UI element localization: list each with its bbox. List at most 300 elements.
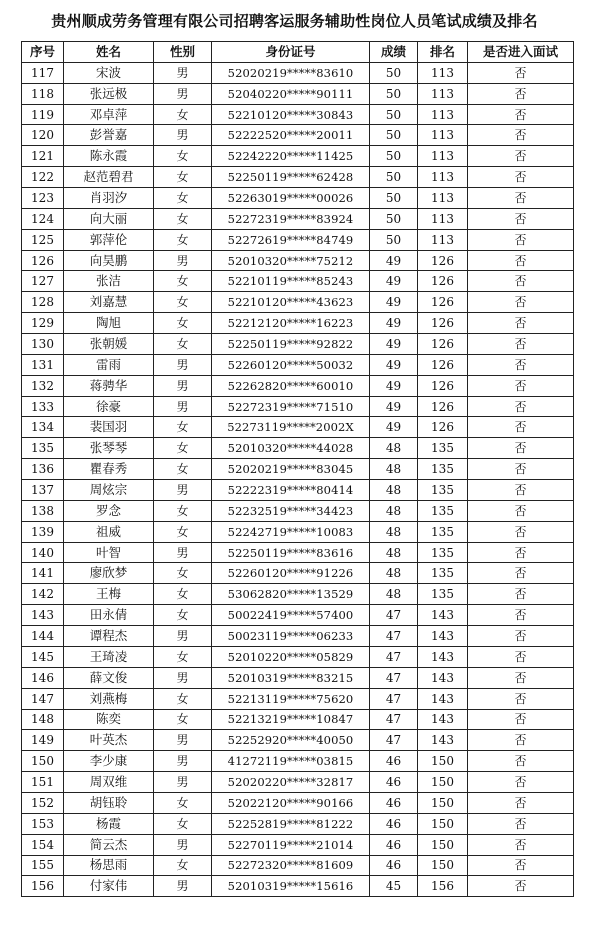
cell-name: 蒋骋华 — [64, 375, 154, 396]
header-index: 序号 — [22, 42, 64, 63]
cell-id-number: 52040220*****90111 — [212, 83, 370, 104]
cell-id-number: 52242719*****10083 — [212, 521, 370, 542]
cell-name: 王琦凌 — [64, 646, 154, 667]
table-row — [22, 396, 574, 417]
cell-index: 137 — [22, 480, 64, 501]
cell-gender: 女 — [154, 688, 212, 709]
cell-name: 肖羽汐 — [64, 188, 154, 209]
table-row — [22, 667, 574, 688]
cell-interview: 否 — [468, 334, 574, 355]
cell-interview: 否 — [468, 146, 574, 167]
cell-name: 叶智 — [64, 542, 154, 563]
cell-interview: 否 — [468, 188, 574, 209]
cell-score: 48 — [370, 584, 418, 605]
cell-interview: 否 — [468, 480, 574, 501]
cell-interview: 否 — [468, 751, 574, 772]
cell-id-number: 52010320*****75212 — [212, 250, 370, 271]
cell-id-number: 52010220*****05829 — [212, 646, 370, 667]
cell-id-number: 52213119*****75620 — [212, 688, 370, 709]
table-row — [22, 104, 574, 125]
cell-score: 49 — [370, 292, 418, 313]
cell-id-number: 52252819*****81222 — [212, 813, 370, 834]
cell-score: 49 — [370, 396, 418, 417]
cell-rank: 113 — [418, 83, 468, 104]
cell-id-number: 52270119*****21014 — [212, 834, 370, 855]
cell-gender: 男 — [154, 542, 212, 563]
cell-gender: 女 — [154, 855, 212, 876]
table-row — [22, 208, 574, 229]
cell-score: 46 — [370, 855, 418, 876]
cell-score: 50 — [370, 125, 418, 146]
cell-name: 郭萍伦 — [64, 229, 154, 250]
cell-name: 邓卓萍 — [64, 104, 154, 125]
cell-id-number: 52272319*****71510 — [212, 396, 370, 417]
cell-score: 49 — [370, 271, 418, 292]
cell-id-number: 52212120*****16223 — [212, 313, 370, 334]
cell-index: 142 — [22, 584, 64, 605]
cell-index: 150 — [22, 751, 64, 772]
cell-interview: 否 — [468, 667, 574, 688]
cell-gender: 男 — [154, 250, 212, 271]
cell-gender: 男 — [154, 480, 212, 501]
cell-id-number: 52260120*****91226 — [212, 563, 370, 584]
cell-interview: 否 — [468, 417, 574, 438]
cell-index: 144 — [22, 626, 64, 647]
cell-index: 132 — [22, 375, 64, 396]
cell-rank: 135 — [418, 480, 468, 501]
cell-rank: 113 — [418, 229, 468, 250]
cell-id-number: 52272319*****83924 — [212, 208, 370, 229]
header-name: 姓名 — [64, 42, 154, 63]
cell-name: 徐豪 — [64, 396, 154, 417]
cell-index: 154 — [22, 834, 64, 855]
cell-id-number: 52213219*****10847 — [212, 709, 370, 730]
cell-name: 瞿春秀 — [64, 459, 154, 480]
table-row — [22, 855, 574, 876]
cell-id-number: 52242220*****11425 — [212, 146, 370, 167]
table-row — [22, 584, 574, 605]
cell-rank: 113 — [418, 208, 468, 229]
cell-rank: 126 — [418, 417, 468, 438]
cell-name: 田永倩 — [64, 605, 154, 626]
cell-index: 147 — [22, 688, 64, 709]
cell-index: 120 — [22, 125, 64, 146]
cell-rank: 156 — [418, 876, 468, 897]
cell-id-number: 52272320*****81609 — [212, 855, 370, 876]
cell-score: 48 — [370, 563, 418, 584]
cell-id-number: 41272119*****03815 — [212, 751, 370, 772]
cell-interview: 否 — [468, 83, 574, 104]
cell-interview: 否 — [468, 646, 574, 667]
cell-rank: 150 — [418, 813, 468, 834]
cell-index: 127 — [22, 271, 64, 292]
cell-id-number: 52273119*****2002X — [212, 417, 370, 438]
cell-interview: 否 — [468, 709, 574, 730]
cell-score: 48 — [370, 438, 418, 459]
cell-name: 周炫宗 — [64, 480, 154, 501]
cell-rank: 126 — [418, 334, 468, 355]
cell-gender: 女 — [154, 792, 212, 813]
cell-interview: 否 — [468, 375, 574, 396]
cell-index: 121 — [22, 146, 64, 167]
cell-gender: 女 — [154, 709, 212, 730]
cell-gender: 女 — [154, 813, 212, 834]
cell-score: 48 — [370, 542, 418, 563]
cell-index: 125 — [22, 229, 64, 250]
table-row — [22, 167, 574, 188]
cell-interview: 否 — [468, 500, 574, 521]
cell-index: 146 — [22, 667, 64, 688]
cell-interview: 否 — [468, 855, 574, 876]
cell-index: 135 — [22, 438, 64, 459]
cell-gender: 男 — [154, 375, 212, 396]
table-row — [22, 876, 574, 897]
cell-id-number: 52010320*****44028 — [212, 438, 370, 459]
cell-gender: 男 — [154, 667, 212, 688]
cell-id-number: 52010319*****15616 — [212, 876, 370, 897]
cell-index: 122 — [22, 167, 64, 188]
cell-interview: 否 — [468, 292, 574, 313]
cell-index: 156 — [22, 876, 64, 897]
cell-id-number: 52210120*****30843 — [212, 104, 370, 125]
cell-id-number: 52250119*****92822 — [212, 334, 370, 355]
cell-score: 48 — [370, 459, 418, 480]
table-header-row — [22, 42, 574, 63]
cell-interview: 否 — [468, 584, 574, 605]
cell-score: 46 — [370, 834, 418, 855]
cell-index: 136 — [22, 459, 64, 480]
cell-id-number: 52022120*****90166 — [212, 792, 370, 813]
cell-id-number: 52222520*****20011 — [212, 125, 370, 146]
cell-gender: 男 — [154, 626, 212, 647]
cell-name: 薛文俊 — [64, 667, 154, 688]
cell-interview: 否 — [468, 876, 574, 897]
cell-score: 50 — [370, 208, 418, 229]
cell-score: 50 — [370, 146, 418, 167]
cell-gender: 女 — [154, 605, 212, 626]
cell-name: 杨思雨 — [64, 855, 154, 876]
cell-gender: 女 — [154, 459, 212, 480]
table-row — [22, 792, 574, 813]
cell-rank: 126 — [418, 375, 468, 396]
cell-gender: 女 — [154, 292, 212, 313]
cell-gender: 女 — [154, 229, 212, 250]
cell-id-number: 53062820*****13529 — [212, 584, 370, 605]
cell-interview: 否 — [468, 563, 574, 584]
cell-gender: 女 — [154, 521, 212, 542]
cell-interview: 否 — [468, 792, 574, 813]
cell-gender: 女 — [154, 417, 212, 438]
table-row — [22, 751, 574, 772]
cell-rank: 143 — [418, 667, 468, 688]
cell-score: 49 — [370, 354, 418, 375]
cell-score: 50 — [370, 229, 418, 250]
cell-name: 陈永霞 — [64, 146, 154, 167]
cell-name: 简云杰 — [64, 834, 154, 855]
table-row — [22, 626, 574, 647]
cell-score: 48 — [370, 480, 418, 501]
cell-rank: 135 — [418, 563, 468, 584]
table-row — [22, 250, 574, 271]
cell-score: 47 — [370, 730, 418, 751]
cell-rank: 143 — [418, 688, 468, 709]
table-row — [22, 125, 574, 146]
cell-id-number: 52262820*****60010 — [212, 375, 370, 396]
cell-score: 49 — [370, 250, 418, 271]
cell-index: 118 — [22, 83, 64, 104]
table-row — [22, 688, 574, 709]
cell-gender: 女 — [154, 500, 212, 521]
cell-interview: 否 — [468, 605, 574, 626]
cell-name: 向昊鹏 — [64, 250, 154, 271]
table-row — [22, 271, 574, 292]
cell-interview: 否 — [468, 772, 574, 793]
table-row — [22, 813, 574, 834]
cell-name: 彭誉嘉 — [64, 125, 154, 146]
cell-rank: 113 — [418, 167, 468, 188]
table-body — [22, 62, 574, 896]
header-interview: 是否进入面试 — [468, 42, 574, 63]
cell-gender: 女 — [154, 334, 212, 355]
cell-gender: 男 — [154, 62, 212, 83]
cell-rank: 135 — [418, 459, 468, 480]
cell-interview: 否 — [468, 688, 574, 709]
cell-rank: 113 — [418, 104, 468, 125]
cell-score: 45 — [370, 876, 418, 897]
cell-rank: 126 — [418, 250, 468, 271]
table-row — [22, 730, 574, 751]
table-row — [22, 375, 574, 396]
cell-id-number: 52263019*****00026 — [212, 188, 370, 209]
cell-index: 124 — [22, 208, 64, 229]
cell-name: 杨霞 — [64, 813, 154, 834]
cell-rank: 150 — [418, 855, 468, 876]
cell-name: 陶旭 — [64, 313, 154, 334]
cell-index: 153 — [22, 813, 64, 834]
cell-gender: 男 — [154, 83, 212, 104]
cell-id-number: 52260120*****50032 — [212, 354, 370, 375]
cell-index: 155 — [22, 855, 64, 876]
cell-score: 50 — [370, 104, 418, 125]
cell-interview: 否 — [468, 313, 574, 334]
table-row — [22, 354, 574, 375]
table-row — [22, 438, 574, 459]
table-row — [22, 292, 574, 313]
cell-score: 49 — [370, 313, 418, 334]
cell-gender: 女 — [154, 438, 212, 459]
cell-interview: 否 — [468, 834, 574, 855]
cell-name: 李少康 — [64, 751, 154, 772]
cell-id-number: 52020220*****32817 — [212, 772, 370, 793]
cell-name: 刘嘉慧 — [64, 292, 154, 313]
cell-id-number: 52232519*****34423 — [212, 500, 370, 521]
cell-rank: 135 — [418, 584, 468, 605]
cell-index: 138 — [22, 500, 64, 521]
table-row — [22, 188, 574, 209]
cell-id-number: 52272619*****84749 — [212, 229, 370, 250]
cell-rank: 135 — [418, 542, 468, 563]
cell-id-number: 50022419*****57400 — [212, 605, 370, 626]
cell-id-number: 52020219*****83610 — [212, 62, 370, 83]
cell-index: 151 — [22, 772, 64, 793]
cell-interview: 否 — [468, 542, 574, 563]
cell-gender: 女 — [154, 563, 212, 584]
cell-rank: 126 — [418, 313, 468, 334]
cell-id-number: 50023119*****06233 — [212, 626, 370, 647]
table-row — [22, 605, 574, 626]
cell-rank: 143 — [418, 730, 468, 751]
cell-id-number: 52210120*****43623 — [212, 292, 370, 313]
cell-gender: 女 — [154, 167, 212, 188]
document-title: 贵州顺成劳务管理有限公司招聘客运服务辅助性岗位人员笔试成绩及排名 — [51, 11, 538, 30]
cell-id-number: 52252920*****40050 — [212, 730, 370, 751]
header-gender: 性别 — [154, 42, 212, 63]
cell-index: 145 — [22, 646, 64, 667]
cell-name: 刘燕梅 — [64, 688, 154, 709]
cell-interview: 否 — [468, 167, 574, 188]
cell-gender: 男 — [154, 772, 212, 793]
cell-rank: 113 — [418, 146, 468, 167]
cell-rank: 150 — [418, 751, 468, 772]
table-row — [22, 83, 574, 104]
cell-interview: 否 — [468, 125, 574, 146]
cell-index: 117 — [22, 62, 64, 83]
cell-index: 141 — [22, 563, 64, 584]
cell-score: 47 — [370, 688, 418, 709]
table-row — [22, 709, 574, 730]
cell-rank: 143 — [418, 646, 468, 667]
cell-score: 50 — [370, 167, 418, 188]
cell-interview: 否 — [468, 271, 574, 292]
cell-index: 148 — [22, 709, 64, 730]
cell-score: 49 — [370, 375, 418, 396]
cell-gender: 女 — [154, 208, 212, 229]
cell-name: 周双维 — [64, 772, 154, 793]
cell-name: 雷雨 — [64, 354, 154, 375]
cell-rank: 135 — [418, 438, 468, 459]
header-rank: 排名 — [418, 42, 468, 63]
cell-index: 143 — [22, 605, 64, 626]
cell-index: 128 — [22, 292, 64, 313]
cell-index: 133 — [22, 396, 64, 417]
table-row — [22, 334, 574, 355]
cell-name: 赵范碧君 — [64, 167, 154, 188]
header-score: 成绩 — [370, 42, 418, 63]
cell-score: 50 — [370, 83, 418, 104]
cell-name: 向大丽 — [64, 208, 154, 229]
cell-index: 126 — [22, 250, 64, 271]
cell-name: 祖威 — [64, 521, 154, 542]
cell-index: 130 — [22, 334, 64, 355]
cell-name: 胡钰聆 — [64, 792, 154, 813]
cell-score: 46 — [370, 813, 418, 834]
cell-interview: 否 — [468, 459, 574, 480]
table-row — [22, 521, 574, 542]
cell-gender: 女 — [154, 584, 212, 605]
cell-rank: 150 — [418, 834, 468, 855]
cell-rank: 135 — [418, 521, 468, 542]
table-row — [22, 834, 574, 855]
cell-name: 谭程杰 — [64, 626, 154, 647]
cell-index: 123 — [22, 188, 64, 209]
cell-rank: 113 — [418, 125, 468, 146]
cell-rank: 126 — [418, 292, 468, 313]
cell-score: 47 — [370, 709, 418, 730]
cell-rank: 143 — [418, 709, 468, 730]
cell-score: 47 — [370, 626, 418, 647]
cell-index: 134 — [22, 417, 64, 438]
cell-gender: 男 — [154, 396, 212, 417]
cell-score: 46 — [370, 751, 418, 772]
cell-interview: 否 — [468, 438, 574, 459]
table-row — [22, 146, 574, 167]
cell-name: 宋波 — [64, 62, 154, 83]
cell-name: 张远极 — [64, 83, 154, 104]
cell-rank: 143 — [418, 626, 468, 647]
cell-score: 46 — [370, 792, 418, 813]
cell-rank: 113 — [418, 188, 468, 209]
cell-interview: 否 — [468, 62, 574, 83]
cell-rank: 143 — [418, 605, 468, 626]
cell-name: 廖欣梦 — [64, 563, 154, 584]
cell-score: 50 — [370, 62, 418, 83]
table-row — [22, 542, 574, 563]
cell-interview: 否 — [468, 354, 574, 375]
table-row — [22, 500, 574, 521]
cell-name: 张朝媛 — [64, 334, 154, 355]
cell-score: 48 — [370, 500, 418, 521]
cell-score: 47 — [370, 667, 418, 688]
table-row — [22, 459, 574, 480]
cell-score: 48 — [370, 521, 418, 542]
cell-gender: 男 — [154, 354, 212, 375]
cell-id-number: 52010319*****83215 — [212, 667, 370, 688]
cell-index: 119 — [22, 104, 64, 125]
cell-gender: 男 — [154, 751, 212, 772]
cell-interview: 否 — [468, 626, 574, 647]
table-row — [22, 480, 574, 501]
table-row — [22, 313, 574, 334]
cell-gender: 男 — [154, 834, 212, 855]
cell-score: 47 — [370, 605, 418, 626]
header-id-number: 身份证号 — [212, 42, 370, 63]
cell-interview: 否 — [468, 250, 574, 271]
cell-rank: 126 — [418, 271, 468, 292]
cell-id-number: 52250119*****83616 — [212, 542, 370, 563]
cell-rank: 150 — [418, 772, 468, 793]
cell-interview: 否 — [468, 730, 574, 751]
cell-name: 付家伟 — [64, 876, 154, 897]
cell-rank: 113 — [418, 62, 468, 83]
cell-name: 叶英杰 — [64, 730, 154, 751]
cell-name: 王梅 — [64, 584, 154, 605]
cell-index: 140 — [22, 542, 64, 563]
cell-index: 131 — [22, 354, 64, 375]
cell-gender: 女 — [154, 271, 212, 292]
cell-score: 49 — [370, 334, 418, 355]
cell-interview: 否 — [468, 521, 574, 542]
cell-index: 149 — [22, 730, 64, 751]
cell-gender: 女 — [154, 104, 212, 125]
cell-rank: 150 — [418, 792, 468, 813]
cell-gender: 女 — [154, 313, 212, 334]
cell-gender: 女 — [154, 146, 212, 167]
cell-rank: 135 — [418, 500, 468, 521]
cell-interview: 否 — [468, 208, 574, 229]
cell-interview: 否 — [468, 813, 574, 834]
table-row — [22, 772, 574, 793]
cell-score: 50 — [370, 188, 418, 209]
